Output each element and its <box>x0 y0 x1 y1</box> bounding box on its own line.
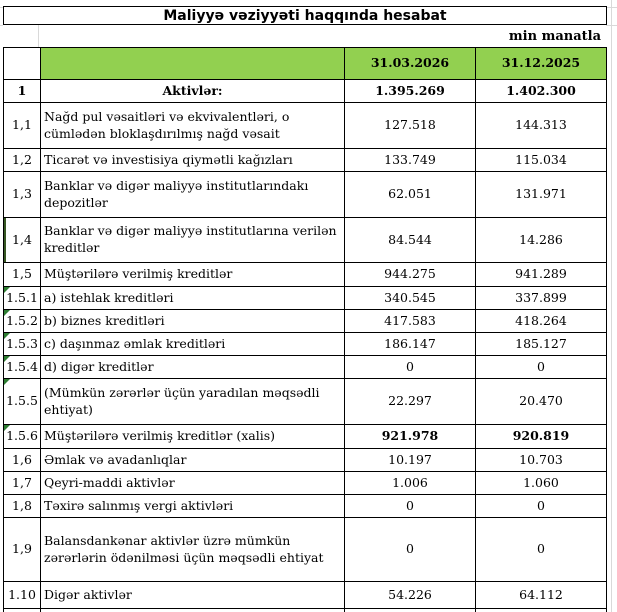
table-row <box>4 518 606 582</box>
value-cell-current[interactable]: 417.583 <box>345 310 476 332</box>
value-cell-previous[interactable]: 64.112 <box>519 586 563 602</box>
row-label-cell[interactable]: c) daşınmaz əmlak kreditləri <box>41 333 345 355</box>
table-row <box>4 425 606 449</box>
table-row <box>4 582 606 609</box>
row-label-cell[interactable]: Nağd pul vəsaitləri və ekvivalentləri, o cümlədən bloklaşdırılmış nağd vəsait <box>41 103 345 148</box>
table-row <box>4 149 606 172</box>
value-cell-current[interactable]: 10.197 <box>345 449 476 471</box>
row-number-cell[interactable]: 1 <box>4 80 41 102</box>
row-number-cell[interactable]: 1.5.3 <box>4 333 41 355</box>
value-cell-current[interactable]: 0 <box>345 518 476 581</box>
row-label-cell[interactable]: Əmlak və avadanlıqlar <box>41 449 345 471</box>
value-cell-previous[interactable]: 14.286 <box>519 231 563 247</box>
selection-border <box>4 218 6 262</box>
value-cell-previous[interactable]: 0 <box>537 541 545 557</box>
value-cell-current[interactable]: 84.544 <box>345 218 476 262</box>
row-number-cell[interactable]: 1.10 <box>4 582 41 608</box>
value-cell-current[interactable]: 944.275 <box>345 263 476 286</box>
header-label-cell[interactable] <box>41 48 345 79</box>
row-number-cell[interactable]: 1,3 <box>4 172 41 217</box>
row-number-cell[interactable]: 1,2 <box>4 149 41 171</box>
row-label-cell[interactable]: Balansdankənar aktivlər üzrə mümkün zərərlərin ödənilməsi üçün məqsədli ehtiyat <box>41 518 345 581</box>
value-cell-previous[interactable]: 920.819 <box>512 428 570 444</box>
report-title: Maliyyə vəziyyəti haqqında hesabat <box>163 7 447 24</box>
error-flag-icon <box>4 287 10 293</box>
table-row <box>4 472 606 495</box>
value-cell-previous[interactable]: 115.034 <box>515 151 567 167</box>
table-row <box>4 495 606 518</box>
table-row <box>4 172 606 218</box>
table-row <box>4 310 606 333</box>
table-header-row <box>4 48 606 80</box>
row-number-cell[interactable]: 1,4 <box>4 218 41 262</box>
row-number-cell[interactable]: 1.5.4 <box>4 356 41 378</box>
value-cell-previous[interactable]: 0 <box>537 497 545 513</box>
table-row <box>4 263 606 287</box>
table-row <box>4 333 606 356</box>
error-flag-icon <box>4 310 10 316</box>
row-number-cell[interactable]: 1,1 <box>4 103 41 148</box>
error-flag-icon <box>4 425 10 431</box>
unit-note: min manatla <box>508 28 601 44</box>
row-label-cell[interactable]: Müştərilərə verilmiş kreditlər (xalis) <box>41 425 345 448</box>
table-row <box>4 379 606 425</box>
row-number-cell[interactable]: 1,6 <box>4 449 41 471</box>
row-number-cell[interactable]: 1,5 <box>4 263 41 286</box>
row-label-cell[interactable]: Banklar və digər maliyyə institutlarına verilən kreditlər <box>41 218 345 262</box>
value-cell-previous[interactable]: 20.470 <box>519 393 563 409</box>
value-cell-current[interactable]: 127.518 <box>345 103 476 148</box>
row-label-cell[interactable]: (Mümkün zərərlər üçün yaradılan məqsədli ehtiyat) <box>41 379 345 424</box>
table-row <box>4 449 606 472</box>
value-cell-previous[interactable]: 10.703 <box>519 451 563 467</box>
value-cell-current[interactable]: 340.545 <box>345 287 476 309</box>
row-number-cell[interactable]: 1,7 <box>4 472 41 494</box>
row-label-cell[interactable]: Müştərilərə verilmiş kreditlər <box>41 263 345 286</box>
row-label-cell[interactable]: Təxirə salınmış vergi aktivləri <box>41 495 345 517</box>
row-number-cell[interactable]: 1.5.5 <box>4 379 41 424</box>
gridline <box>611 0 612 612</box>
value-cell-current[interactable]: 1.395.269 <box>345 80 476 102</box>
value-cell-current[interactable]: 133.749 <box>345 149 476 171</box>
row-label-cell[interactable]: Banklar və digər maliyyə institutlarındakı depozitlər <box>41 172 345 217</box>
unit-note-row[interactable] <box>3 25 607 47</box>
value-cell-previous[interactable]: 131.971 <box>515 186 567 202</box>
table-row <box>4 103 606 149</box>
row-number-cell[interactable]: 1,9 <box>4 518 41 581</box>
row-label-cell[interactable]: Aktivlər: <box>41 80 345 102</box>
row-label-cell[interactable]: Digər aktivlər <box>41 582 345 608</box>
header-number-cell[interactable] <box>4 48 41 79</box>
value-cell-current[interactable]: 54.226 <box>345 582 476 608</box>
value-cell-previous[interactable]: 185.127 <box>515 335 567 351</box>
header-date-previous[interactable]: 31.12.2025 <box>476 48 606 79</box>
table-row <box>4 356 606 379</box>
value-cell-current[interactable]: 62.051 <box>345 172 476 217</box>
row-number-cell[interactable]: 1.5.1 <box>4 287 41 309</box>
error-flag-icon <box>4 356 10 362</box>
value-cell-previous[interactable]: 0 <box>537 358 545 374</box>
report-title-cell[interactable] <box>3 6 607 25</box>
value-cell-current[interactable]: 0 <box>345 495 476 517</box>
table-row <box>4 218 606 263</box>
row-label-cell[interactable]: Qeyri-maddi aktivlər <box>41 472 345 494</box>
value-cell-previous[interactable]: 941.289 <box>515 266 567 282</box>
row-label-cell[interactable]: a) istehlak kreditləri <box>41 287 345 309</box>
value-cell-previous[interactable]: 418.264 <box>515 312 567 328</box>
value-cell-current[interactable]: 1.006 <box>345 472 476 494</box>
table-row <box>4 287 606 310</box>
error-flag-icon <box>4 333 10 339</box>
row-number-cell[interactable]: 1,8 <box>4 495 41 517</box>
row-number-cell[interactable]: 1.5.6 <box>4 425 41 448</box>
value-cell-current[interactable]: 186.147 <box>345 333 476 355</box>
financial-table <box>3 47 607 612</box>
row-label-cell[interactable]: b) biznes kreditləri <box>41 310 345 332</box>
value-cell-previous[interactable]: 144.313 <box>515 117 567 133</box>
value-cell-current[interactable]: 921.978 <box>345 425 476 448</box>
header-date-current[interactable]: 31.03.2026 <box>345 48 476 79</box>
error-flag-icon <box>4 379 10 385</box>
value-cell-current[interactable]: 0 <box>345 356 476 378</box>
value-cell-previous[interactable]: 1.402.300 <box>506 82 576 98</box>
value-cell-current[interactable]: 22.297 <box>345 379 476 424</box>
row-label-cell[interactable]: Ticarət və investisiya qiymətli kağızları <box>41 149 345 171</box>
value-cell-previous[interactable]: 337.899 <box>515 289 567 305</box>
table-row <box>4 80 606 103</box>
row-number-cell[interactable]: 1.5.2 <box>4 310 41 332</box>
row-label-cell[interactable]: d) digər kreditlər <box>41 356 345 378</box>
value-cell-previous[interactable]: 1.060 <box>523 474 559 490</box>
